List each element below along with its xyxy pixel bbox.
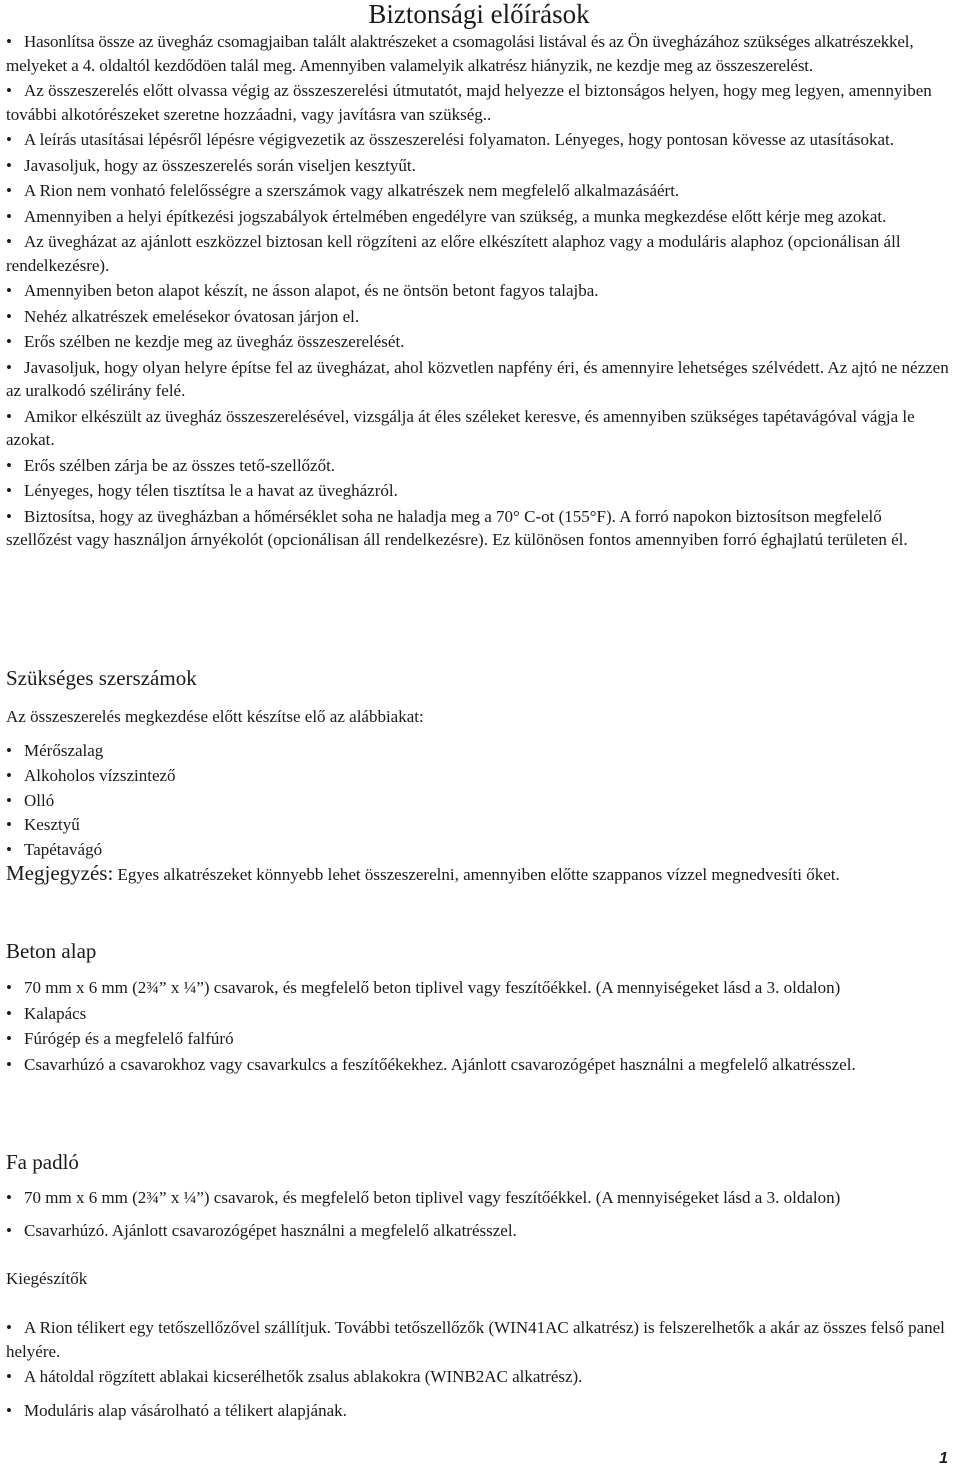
list-item-text: Erős szélben ne kezdje meg az üvegház összeszerelését.	[24, 332, 405, 351]
list-item: • A Rion télikert egy tetőszellőzővel szállítjuk. További tetőszellőzők (WIN41AC alkatrész) is felszerelhetők a akár az összes felső panel helyére.	[6, 1318, 945, 1361]
note-text: Egyes alkatrészeket könnyebb lehet összeszerelni, amennyiben előtte szappanos vízzel megnedvesíti őket.	[113, 865, 840, 884]
list-item: • A leírás utasításai lépésről lépésre végigvezetik az összeszerelési folyamaton. Lényeges, hogy pontosan kövesse az utasításokat.	[6, 130, 895, 149]
list-item-text: 70 mm x 6 mm (2¾” x ¼”) csavarok, és megfelelő beton tiplivel vagy feszítőékkel. (A mennyiségeket lásd a 3. oldalon)	[24, 1188, 841, 1207]
list-item: • Amikor elkészült az üvegház összeszerelésével, vizsgálja át éles széleket keresve, és amennyiben szükséges tapétavágóval vágja le azokat.	[6, 406, 915, 449]
concrete-heading: Beton alap	[6, 939, 97, 963]
list-item: • Az összeszerelés előtt olvassa végig az összeszerelési útmutatót, majd helyezze el biztonságos helyen, hogy meg legyen, amennyiben további alkotórészeket szeretne hozzáadni, vagy javításra van szükség..	[6, 81, 932, 124]
list-item-text: Lényeges, hogy télen tisztítsa le a havat az üvegházról.	[24, 481, 398, 500]
list-item: • Biztosítsa, hogy az üvegházban a hőmérséklet soha ne haladja meg a 70° C-ot (155°F). A forró napokon biztosítson megfelelő szellőzést vagy használjon árnyékolót (opcionálisan áll rendelkezésre). Ez különösen fontos amennyiben forró éghajlatú területen él.	[6, 506, 908, 549]
list-item: • Javasoljuk, hogy olyan helyre építse fel az üvegházat, ahol közvetlen napfény éri, és amennyire lehetséges szélvédett. Az ajtó ne nézzen az uralkodó szélirány felé.	[6, 357, 949, 400]
list-item-text: A leírás utasításai lépésről lépésre végigvezetik az összeszerelési folyamaton. Lényeges, hogy pontosan kövesse az utasításokat.	[24, 130, 895, 149]
list-item: • Fúrógép és a megfelelő falfúró	[6, 1029, 234, 1048]
list-item-text: A Rion nem vonható felelősségre a szerszámok vagy alkatrészek nem megfelelő alkalmazásáért.	[24, 181, 680, 200]
accessories-heading: Kiegészítők	[6, 1269, 88, 1288]
list-item-text: Kesztyű	[24, 815, 80, 835]
list-item-text: Alkoholos vízszintező	[24, 765, 176, 785]
list-item: • Nehéz alkatrészek emelésekor óvatosan járjon el.	[6, 306, 360, 326]
list-item: • Kesztyű	[6, 815, 80, 835]
list-item: • Olló	[6, 790, 55, 810]
safety-list	[6, 30, 952, 554]
list-item-text: Erős szélben zárja be az összes tető-szellőzőt.	[24, 455, 336, 475]
list-item-text: Amennyiben a helyi építkezési jogszabályok értelmében engedélyre van szükség, a munka megkezdése előtt kérje meg azokat.	[24, 206, 887, 226]
page-title: Biztonsági előírások	[368, 0, 590, 29]
list-item-text: Biztosítsa, hogy az üvegházban a hőmérséklet soha ne haladja meg a 70° C-ot (155°F). A forró napokon biztosítson megfelelő szellőzést vagy használjon árnyékolót (opcionálisan áll rendelkezésre). Ez különösen fontos amennyiben forró éghajlatú területen él.	[6, 506, 908, 549]
tools-heading: Szükséges szerszámok	[6, 666, 197, 690]
list-item: • Mérőszalag	[6, 741, 104, 760]
wood-heading: Fa padló	[6, 1150, 79, 1174]
tools-list	[6, 739, 952, 862]
list-item: • Amennyiben a helyi építkezési jogszabályok értelmében engedélyre van szükség, a munka megkezdése előtt kérje meg azokat.	[6, 206, 887, 226]
list-item: • Tapétavágó	[6, 840, 103, 860]
list-item: • Hasonlítsa össze az üvegház csomagjaiban talált alaktrészeket a csomagolási listával és az Ön üvegházához szükséges alkatrészekkel, melyeket a 4. oldaltól kezdődöen talál meg. Amennyiben valamelyik alkatrész hiányzik, ne kezdje meg az összeszerelést.	[6, 32, 914, 75]
wood-list	[6, 1186, 952, 1242]
list-item-text: Javasoljuk, hogy olyan helyre építse fel az üvegházat, ahol közvetlen napfény éri, és amennyire lehetséges szélvédett. Az ajtó ne nézzen az uralkodó szélirány felé.	[6, 357, 949, 400]
note-paragraph	[6, 862, 952, 887]
list-item-text: Az üvegházat az ajánlott eszközzel biztosan kell rögzíteni az előre elkészített alaphoz vagy a moduláris alaphoz (opcionálisan áll rendelkezésre).	[6, 232, 901, 275]
list-item-text: Nehéz alkatrészek emelésekor óvatosan járjon el.	[24, 306, 360, 326]
list-item-text: 70 mm x 6 mm (2¾” x ¼”) csavarok, és megfelelő beton tiplivel vagy feszítőékkel. (A mennyiségeket lásd a 3. oldalon)	[24, 978, 841, 997]
list-item: • Moduláris alap vásárolható a télikert alapjának.	[6, 1400, 347, 1420]
list-item-text: Csavarhúzó a csavarokhoz vagy csavarkulcs a feszítőékekhez. Ajánlott csavarozógépet használni a megfelelő alkatrésszel.	[24, 1054, 856, 1074]
list-item: • 70 mm x 6 mm (2¾” x ¼”) csavarok, és megfelelő beton tiplivel vagy feszítőékkel. (A mennyiségeket lásd a 3. oldalon)	[6, 1188, 841, 1207]
tools-intro: Az összeszerelés megkezdése előtt készítse elő az alábbiakat:	[6, 707, 424, 726]
accessories-list	[6, 1316, 952, 1422]
list-item-text: Csavarhúzó. Ajánlott csavarozógépet használni a megfelelő alkatrésszel.	[24, 1220, 517, 1240]
list-item-text: A hátoldal rögzített ablakai kicserélhetők zsalus ablakokra (WINB2AC alkatrész).	[24, 1367, 583, 1386]
list-item: • Lényeges, hogy télen tisztítsa le a havat az üvegházról.	[6, 481, 398, 500]
list-item: • Kalapács	[6, 1003, 87, 1023]
list-item: • 70 mm x 6 mm (2¾” x ¼”) csavarok, és megfelelő beton tiplivel vagy feszítőékkel. (A mennyiségeket lásd a 3. oldalon)	[6, 978, 841, 997]
list-item: • Erős szélben ne kezdje meg az üvegház összeszerelését.	[6, 332, 405, 351]
list-item-text: Tapétavágó	[24, 840, 103, 860]
list-item-text: Fúrógép és a megfelelő falfúró	[24, 1029, 234, 1048]
page-number: 1	[939, 1450, 948, 1467]
list-item-text: Kalapács	[24, 1003, 87, 1023]
concrete-list	[6, 976, 952, 1076]
list-item-text: Moduláris alap vásárolható a télikert alapjának.	[24, 1400, 347, 1420]
list-item-text: Javasoljuk, hogy az összeszerelés során viseljen kesztyűt.	[24, 155, 416, 175]
list-item: • Erős szélben zárja be az összes tető-szellőzőt.	[6, 455, 336, 475]
list-item: • Csavarhúzó a csavarokhoz vagy csavarkulcs a feszítőékekhez. Ajánlott csavarozógépet használni a megfelelő alkatrésszel.	[6, 1054, 856, 1074]
list-item-text: Az összeszerelés előtt olvassa végig az összeszerelési útmutatót, majd helyezze el biztonságos helyen, hogy meg legyen, amennyiben további alkotórészeket szeretne hozzáadni, vagy javításra van szükség..	[6, 81, 932, 124]
list-item-text: Amennyiben beton alapot készít, ne ásson alapot, és ne öntsön betont fagyos talajba.	[24, 281, 599, 300]
list-item: • Az üvegházat az ajánlott eszközzel biztosan kell rögzíteni az előre elkészített alaphoz vagy a moduláris alaphoz (opcionálisan áll rendelkezésre).	[6, 232, 901, 275]
list-item-text: A Rion télikert egy tetőszellőzővel szállítjuk. További tetőszellőzők (WIN41AC alkatrész) is felszerelhetők a akár az összes felső panel helyére.	[6, 1318, 945, 1361]
note-label: Megjegyzés:	[6, 861, 114, 885]
list-item: • A Rion nem vonható felelősségre a szerszámok vagy alkatrészek nem megfelelő alkalmazásáért.	[6, 181, 680, 200]
list-item: • Amennyiben beton alapot készít, ne ásson alapot, és ne öntsön betont fagyos talajba.	[6, 281, 599, 300]
list-item: • Alkoholos vízszintező	[6, 765, 176, 785]
list-item: • Javasoljuk, hogy az összeszerelés során viseljen kesztyűt.	[6, 155, 416, 175]
list-item: • A hátoldal rögzített ablakai kicserélhetők zsalus ablakokra (WINB2AC alkatrész).	[6, 1367, 583, 1386]
list-item-text: Mérőszalag	[24, 741, 104, 760]
list-item-text: Hasonlítsa össze az üvegház csomagjaiban talált alaktrészeket a csomagolási listával és az Ön üvegházához szükséges alkatrészekkel, melyeket a 4. oldaltól kezdődöen talál meg. Amennyiben valamelyik alkatrész hiányzik, ne kezdje meg az összeszerelést.	[6, 32, 914, 75]
list-item-text: Amikor elkészült az üvegház összeszerelésével, vizsgálja át éles széleket keresve, és amennyiben szükséges tapétavágóval vágja le azokat.	[6, 406, 915, 449]
list-item: • Csavarhúzó. Ajánlott csavarozógépet használni a megfelelő alkatrésszel.	[6, 1220, 517, 1240]
list-item-text: Olló	[24, 790, 55, 810]
